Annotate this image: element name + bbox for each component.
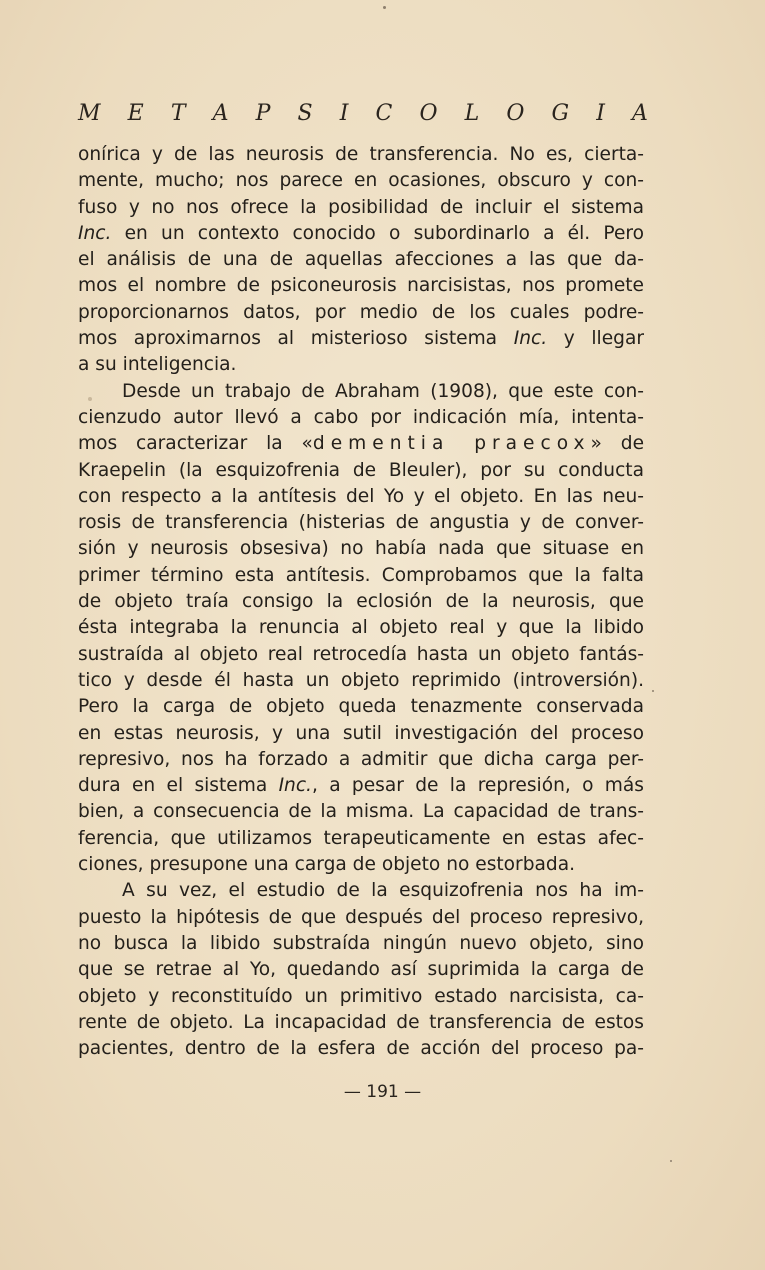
text-line: rente de objeto. La incapacidad de transferencia de estos (78, 1011, 644, 1033)
header-letter: S (297, 100, 313, 126)
text-line: mente, mucho; nos parece en ocasiones, obscuro y con- (78, 170, 644, 192)
text-line: en estas neurosis, y una sutil investigación del proceso (78, 722, 644, 744)
header-letter: T (170, 100, 186, 126)
body-text (78, 142, 644, 1062)
text-line: rosis de transferencia (histerias de angustia y de conver- (78, 512, 644, 534)
header-letter: O (419, 100, 438, 126)
text-line: objeto y reconstituído un primitivo estado narcisista, ca- (78, 985, 644, 1007)
text-line: a su inteligencia. (78, 354, 237, 376)
header-letter: A (632, 100, 648, 126)
header-letter: I (596, 100, 605, 126)
header-letter: C (375, 100, 393, 126)
text-line: cienzudo autor llevó a cabo por indicación mía, intenta- (78, 406, 644, 428)
text-line: que se retrae al Yo, quedando así suprimida la carga de (78, 959, 644, 981)
text-line: el análisis de una de aquellas afecciones a las que da- (78, 249, 644, 271)
paper-speck (383, 6, 386, 9)
text-line: mos aproximarnos al misterioso sistema Inc. y llegar (78, 328, 644, 350)
text-line: mos el nombre de psiconeurosis narcisistas, nos promete (78, 275, 644, 297)
text-line: sustraída al objeto real retrocedía hasta un objeto fantás- (78, 643, 644, 665)
text-line: pacientes, dentro de la esfera de acción del proceso pa- (78, 1038, 644, 1060)
text-line: Desde un trabajo de Abraham (1908), que este con- (122, 380, 644, 402)
page-number: — 191 — (343, 1082, 422, 1102)
text-line: mos caracterizar la «dementia praecox» de (78, 433, 644, 455)
header-letter: I (339, 100, 349, 126)
text-line: no busca la libido substraída ningún nuevo objeto, sino (78, 932, 644, 954)
paper-speck (652, 690, 654, 692)
text-line: fuso y no nos ofrece la posibilidad de incluir el sistema (78, 196, 644, 218)
text-line: con respecto a la antítesis del Yo y el objeto. En las neu- (78, 485, 644, 507)
text-line: onírica y de las neurosis de transferencia. No es, cierta- (78, 144, 644, 165)
text-line: tico y desde él hasta un objeto reprimido (introversión). (78, 669, 644, 691)
text-line: ésta integraba la renuncia al objeto real y que la libido (78, 617, 644, 639)
text-line: bien, a consecuencia de la misma. La capacidad de trans- (78, 801, 644, 823)
header-letter: E (127, 100, 144, 126)
text-line: ferencia, que utilizamos terapeuticamente en estas afec- (78, 827, 644, 849)
text-line: Inc. en un contexto conocido o subordinarlo a él. Pero (78, 222, 644, 244)
text-line: represivo, nos ha forzado a admitir que dicha carga per- (78, 748, 644, 770)
text-line: Pero la carga de objeto queda tenazmente conservada (78, 696, 644, 718)
paper-speck (88, 397, 92, 401)
text-line: sión y neurosis obsesiva) no había nada que situase en (78, 538, 644, 560)
text-line: puesto la hipótesis de que después del proceso represivo, (78, 906, 644, 928)
paper-speck (670, 1160, 672, 1162)
text-line: ciones, presupone una carga de objeto no estorbada. (78, 854, 576, 876)
header-letter: A (212, 100, 229, 126)
text-line: dura en el sistema Inc., a pesar de la represión, o más (78, 775, 644, 797)
text-line: de objeto traía consigo la eclosión de la neurosis, que (78, 591, 644, 613)
header-letter: O (506, 100, 525, 126)
header-letter: P (255, 100, 271, 126)
header-letter: M (78, 100, 101, 126)
text-line: Kraepelin (la esquizofrenia de Bleuler), por su conducta (78, 459, 644, 481)
header-letter: G (551, 100, 570, 126)
header-letter: L (464, 100, 480, 126)
text-line: primer término esta antítesis. Comprobamos que la falta (78, 564, 644, 586)
running-header (78, 97, 648, 129)
text-line: A su vez, el estudio de la esquizofrenia nos ha im- (122, 880, 644, 902)
text-line: proporcionarnos datos, por medio de los cuales podre- (78, 301, 644, 323)
